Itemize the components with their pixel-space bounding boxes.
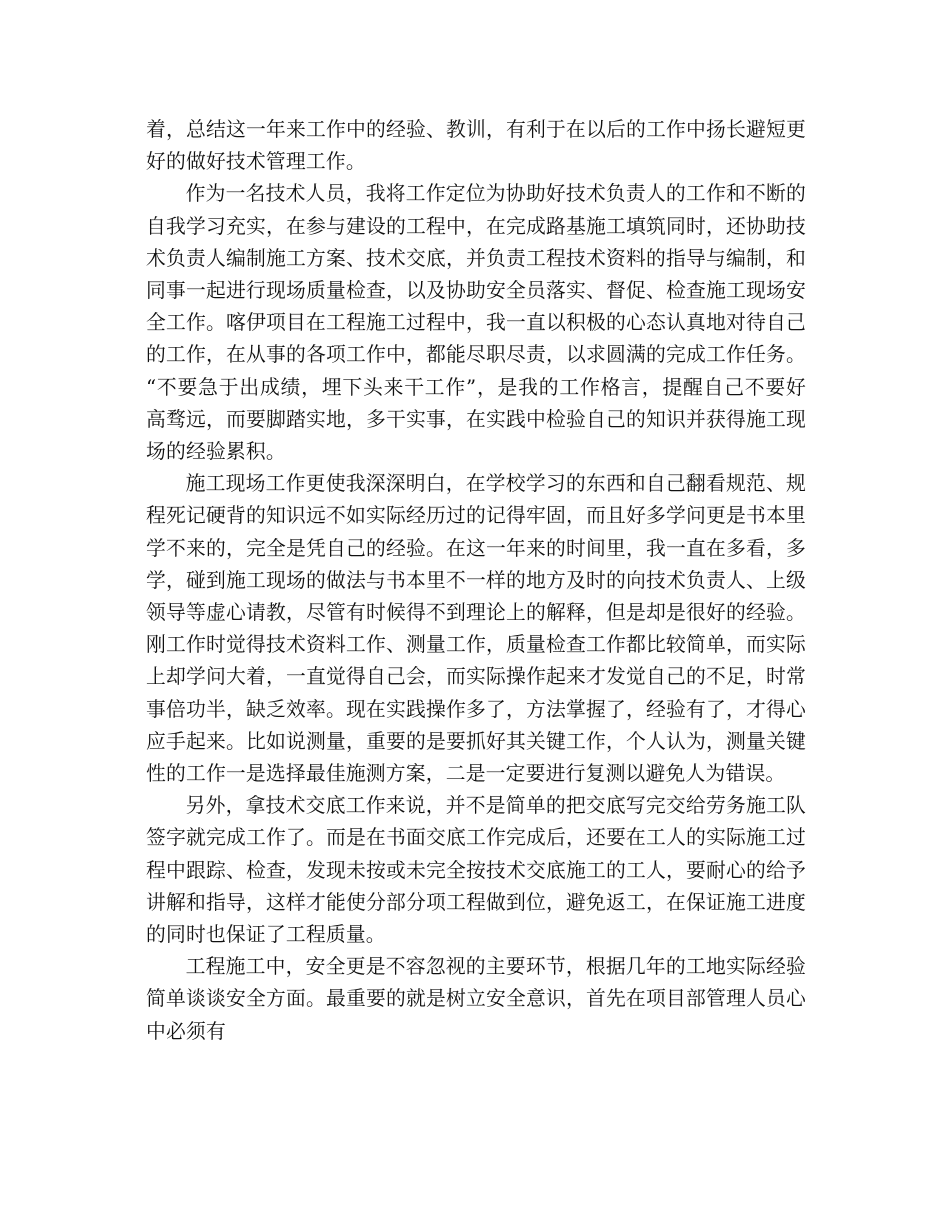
paragraph-4: 另外，拿技术交底工作来说，并不是简单的把交底写完交给劳务施工队签字就完成工作了。而是在书面交底工作完成后，还要在工人的实际施工过程中跟踪、检查，发现未按或未完全按技术交底施工的工人，要耐心的给予讲解和指导，这样才能使分部分项工程做到位，避免返工，在保证施工进度的同时也保证了工程质量。 <box>146 794 806 947</box>
paragraph-2: 作为一名技术人员，我将工作定位为协助好技术负责人的工作和不断的自我学习充实，在参与建设的工程中，在完成路基施工填筑同时，还协助技术负责人编制施工方案、技术交底，并负责工程技术资料的指导与编制，和同事一起进行现场质量检查，以及协助安全员落实、督促、检查施工现场安全工作。喀伊项目在工程施工过程中，我一直以积极的心态认真地对待自己的工作，在从事的各项工作中，都能尽职尽责，以求圆满的完成工作任务。“不要急于出成绩，埋下头来干工作”，是我的工作格言，提醒自己不要好高骛远，而要脚踏实地，多干实事，在实践中检验自己的知识并获得施工现场的经验累积。 <box>146 182 806 464</box>
paragraph-1: 着，总结这一年来工作中的经验、教训，有利于在以后的工作中扬长避短更好的做好技术管理工作。 <box>146 118 806 174</box>
paragraph-3: 施工现场工作更使我深深明白，在学校学习的东西和自己翻看规范、规程死记硬背的知识远不如实际经历过的记得牢固，而且好多学问更是书本里学不来的，完全是凭自己的经验。在这一年来的时间里，我一直在多看，多学，碰到施工现场的做法与书本里不一样的地方及时的向技术负责人、上级领导等虚心请教，尽管有时候得不到理论上的解释，但是却是很好的经验。刚工作时觉得技术资料工作、测量工作，质量检查工作都比较简单，而实际上却学问大着，一直觉得自己会，而实际操作起来才发觉自己的不足，时常事倍功半，缺乏效率。现在实践操作多了，方法掌握了，经验有了，才得心应手起来。比如说测量，重要的是要抓好其关键工作，个人认为，测量关键性的工作一是选择最佳施测方案，二是一定要进行复测以避免人为错误。 <box>146 472 806 786</box>
document-body <box>146 114 806 1048</box>
paragraph-5: 工程施工中，安全更是不容忽视的主要环节，根据几年的工地实际经验简单谈谈安全方面。最重要的就是树立安全意识，首先在项目部管理人员心中必须有 <box>146 955 806 1043</box>
